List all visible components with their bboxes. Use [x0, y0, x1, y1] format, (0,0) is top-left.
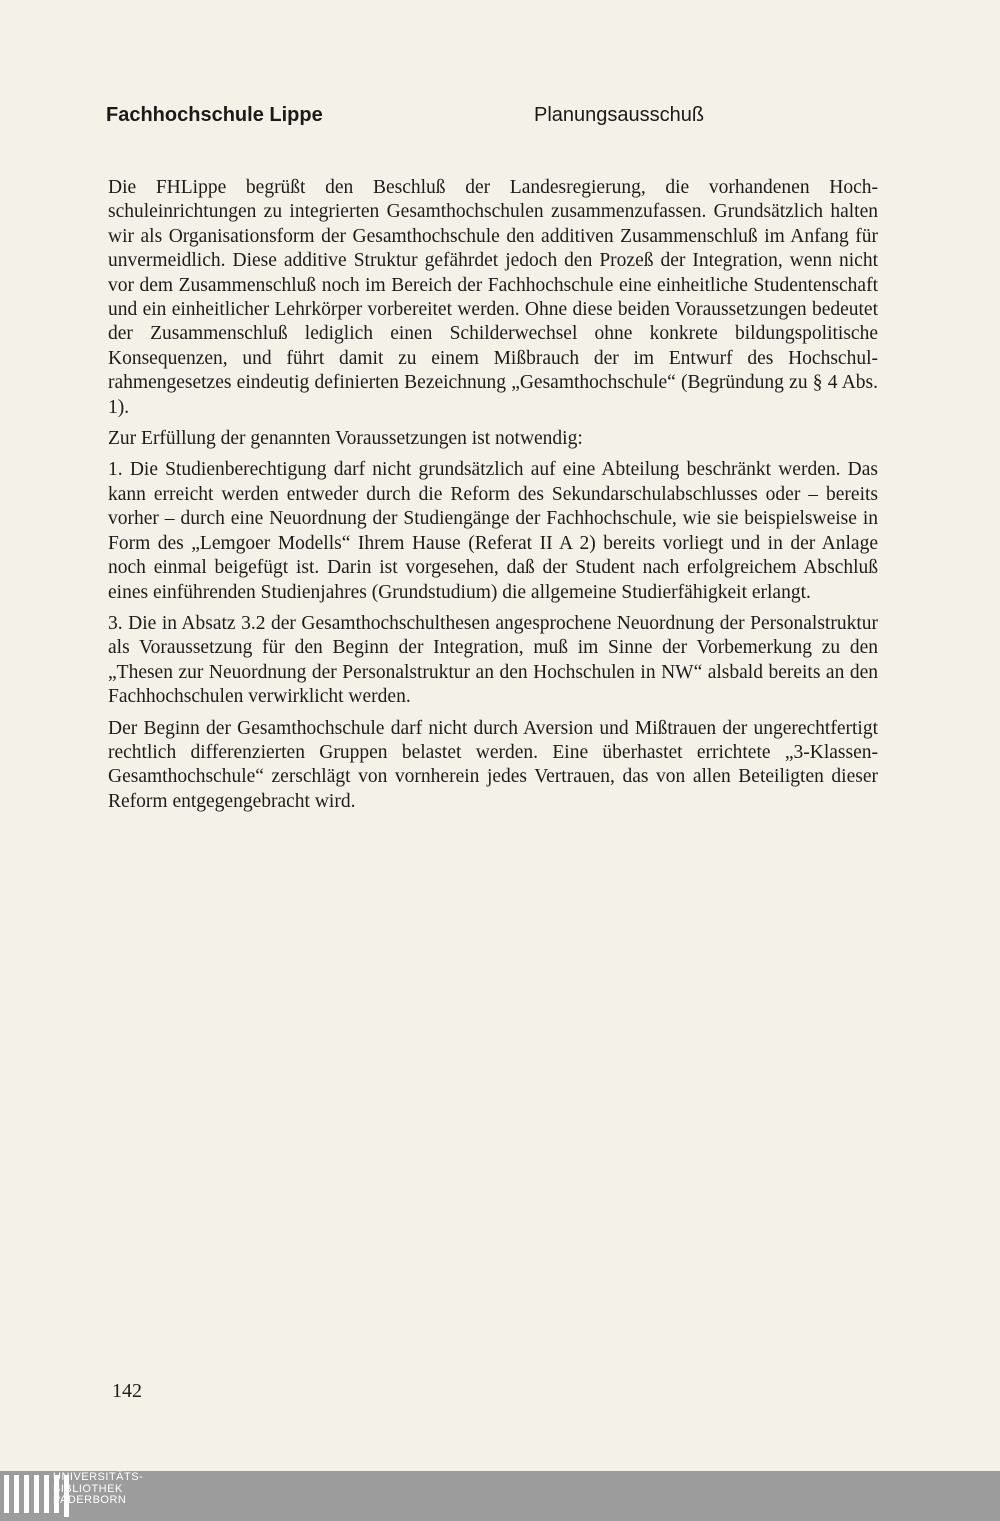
- page-number: 142: [112, 1380, 142, 1402]
- paragraph-point-3: 3. Die in Absatz 3.2 der Gesamthochschulthesen angesprochene Neuordnung der Personalstruktur als Voraussetzung für den Beginn der Integration, muß im Sinne der Vorbemerkung zu den „Thesen zur Neuordnung der Personalstruktur an den Hochschulen in NW“ alsbald bereits an den Fachhochschulen verwirklicht werden.: [108, 612, 878, 708]
- library-logo-text: [53, 1472, 143, 1507]
- paragraph-point-1: 1. Die Studienberechtigung darf nicht grundsätzlich auf eine Abteilung beschränkt werden. Das kann erreicht werden entweder durch die Reform des Sekundarschulabschlusses oder – bereits vorher – durch eine Neuordnung der Studiengänge der Fachhochschule, wie sie beispielsweise in Form des „Lemgoer Modells“ Ihrem Hause (Referat II A 2) bereits vorliegt und in der Anlage noch einmal beigefügt ist. Darin ist vorgesehen, daß der Student nach erfolgreichem Abschluß eines einführenden Studienjahres (Grundstudium) die allgemeine Studierfähigkeit erlangt.: [108, 459, 878, 603]
- letter-body: [108, 176, 878, 821]
- paragraph-requirements: Zur Erfüllung der genannten Voraussetzungen ist notwendig:: [108, 428, 583, 450]
- logo-line-1: UNIVERSITÄTS-: [53, 1471, 144, 1483]
- paragraph-conclusion: Der Beginn der Gesamthochschule darf nicht durch Aversion und Mißtrauen der ungerechtfertigt rechtlich differenzierten Gruppen belastet werden. Eine überhastet errichtete „3-Klassen-Gesamthochschule“ zerschlägt von vornherein jedes Vertrauen, das von allen Beteiligten dieser Reform entgegengebracht wird.: [108, 717, 878, 812]
- paragraph-intro: Die FHLippe begrüßt den Beschluß der Landesregierung, die vorhandenen Hochschuleinrichtungen zu integrierten Gesamthochschulen zusammenzufassen. Grundsätzlich halten wir als Organisationsform der Gesamthochschule den additiven Zusammenschluß im Anfang für unvermeidlich. Diese additive Struktur gefährdet jedoch den Prozeß der Integration, wenn nicht vor dem Zusammenschluß noch im Bereich der Fachhochschule eine einheitliche Studentenschaft und ein einheitlicher Lehrkörper vorbereitet werden. Ohne diese beiden Voraussetzungen bedeutet der Zusammenschluß lediglich einen Schilderwechsel ohne konkrete bildungspolitische Konsequenzen, und führt damit zu einem Mißbrauch der im Entwurf des Hochschulrahmengesetzes eindeutig definierten Bezeichnung „Gesamthochschule“ (Begründung zu § 4 Abs. 1).: [108, 177, 878, 418]
- library-footer: [0, 1471, 1000, 1521]
- committee-heading: Planungsausschuß: [534, 104, 705, 126]
- logo-line-3: PADERBORN: [53, 1494, 127, 1506]
- logo-line-2: BIBLIOTHEK: [53, 1482, 123, 1495]
- institution-heading: Fachhochschule Lippe: [106, 104, 323, 126]
